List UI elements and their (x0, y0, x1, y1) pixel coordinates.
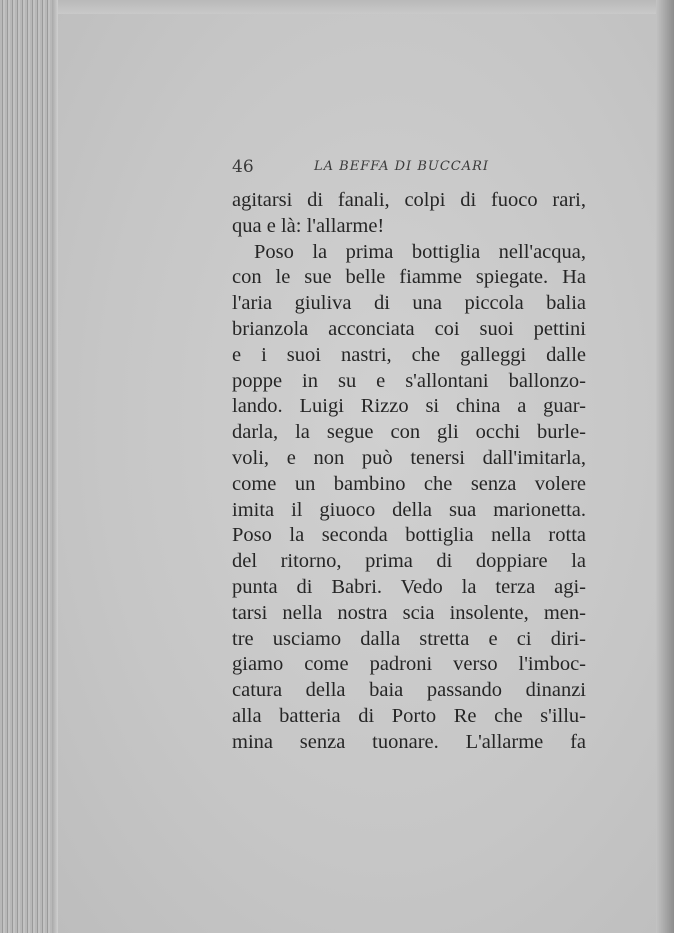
text-line: mina senza tuonare. L'allarme fa (232, 730, 586, 753)
page-number: 46 (232, 157, 254, 177)
text-line: con le sue belle fiamme spiegate. Ha (232, 266, 586, 289)
text-line: poppe in su e s'allontani ballonzo- (232, 369, 586, 392)
text-line: Poso la prima bottiglia nell'acqua, (254, 240, 586, 263)
text-line: darla, la segue con gli occhi burle- (232, 421, 586, 444)
text-line: giamo come padroni verso l'imboc- (232, 653, 586, 676)
text-line: brianzola acconciata coi suoi pettini (232, 317, 586, 340)
text-line: imita il giuoco della sua marionetta. (232, 498, 586, 521)
text-line: lando. Luigi Rizzo si china a guar- (232, 395, 586, 418)
running-title: LA BEFFA DI BUCCARI (314, 159, 490, 174)
stacked-page-edges (0, 0, 58, 933)
binding-shadow (656, 0, 674, 933)
text-line: voli, e non può tenersi dall'imitarla, (232, 446, 586, 469)
text-line: come un bambino che senza volere (232, 472, 586, 495)
top-shadow (58, 0, 656, 14)
text-line: e i suoi nastri, che galleggi dalle (232, 343, 586, 366)
text-line: l'aria giuliva di una piccola balia (232, 292, 586, 315)
text-line: catura della baia passando dinanzi (232, 679, 586, 702)
running-head (232, 155, 592, 179)
text-line: tre usciamo dalla stretta e ci diri- (232, 627, 586, 650)
text-line: agitarsi di fanali, colpi di fuoco rari, (232, 189, 586, 211)
text-line: del ritorno, prima di doppiare la (232, 550, 586, 573)
text-line: qua e là: l'allarme! (232, 214, 385, 237)
text-line: Poso la seconda bottiglia nella rotta (232, 524, 586, 547)
text-line: tarsi nella nostra scia insolente, men- (232, 601, 586, 624)
body-text (232, 188, 586, 756)
text-line: punta di Babri. Vedo la terza agi- (232, 575, 586, 598)
text-line: alla batteria di Porto Re che s'illu- (232, 704, 586, 727)
